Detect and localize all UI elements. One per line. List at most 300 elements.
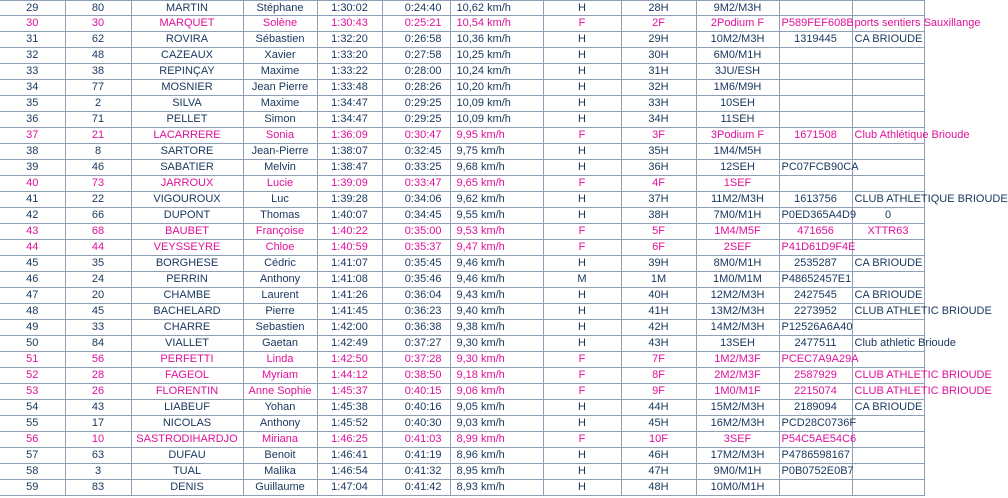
time-cell[interactable]: 1:45:52 (317, 416, 382, 432)
club-cell[interactable]: Club athletic Brioude (852, 336, 924, 352)
speed-cell[interactable]: 9,68 km/h (450, 160, 543, 176)
bib-cell[interactable]: 63 (65, 448, 131, 464)
gap-cell[interactable]: 0:32:45 (382, 144, 450, 160)
bib-cell[interactable]: 35 (65, 256, 131, 272)
speed-cell[interactable]: 9,18 km/h (450, 368, 543, 384)
rank-cell[interactable]: 51 (0, 352, 65, 368)
speed-cell[interactable]: 8,99 km/h (450, 432, 543, 448)
rank-cell[interactable]: 29 (0, 1, 65, 16)
rank-cell[interactable]: 45 (0, 256, 65, 272)
license-cell[interactable]: 1671508 (779, 128, 852, 144)
rank-cell[interactable]: 44 (0, 240, 65, 256)
speed-cell[interactable]: 9,65 km/h (450, 176, 543, 192)
bib-cell[interactable]: 33 (65, 320, 131, 336)
time-cell[interactable]: 1:32:20 (317, 32, 382, 48)
time-cell[interactable]: 1:40:22 (317, 224, 382, 240)
speed-cell[interactable]: 10,36 km/h (450, 32, 543, 48)
license-cell[interactable]: P12526A6A40 (779, 320, 852, 336)
speed-cell[interactable]: 9,43 km/h (450, 288, 543, 304)
time-cell[interactable]: 1:33:48 (317, 80, 382, 96)
sex-rank-cell[interactable]: 40H (621, 288, 696, 304)
speed-cell[interactable]: 9,53 km/h (450, 224, 543, 240)
gap-cell[interactable]: 0:28:26 (382, 80, 450, 96)
rank-cell[interactable]: 55 (0, 416, 65, 432)
firstname-cell[interactable]: Lucie (243, 176, 317, 192)
rank-cell[interactable]: 49 (0, 320, 65, 336)
sex-cell[interactable]: H (543, 1, 621, 16)
rank-cell[interactable]: 31 (0, 32, 65, 48)
category-cell[interactable]: 2SEF (696, 240, 779, 256)
club-cell[interactable]: CA BRIOUDE (852, 32, 924, 48)
club-cell[interactable] (852, 320, 924, 336)
firstname-cell[interactable]: Françoise (243, 224, 317, 240)
lastname-cell[interactable]: NICOLAS (131, 416, 243, 432)
gap-cell[interactable]: 0:38:50 (382, 368, 450, 384)
lastname-cell[interactable]: VIALLET (131, 336, 243, 352)
rank-cell[interactable]: 52 (0, 368, 65, 384)
bib-cell[interactable]: 28 (65, 368, 131, 384)
sex-rank-cell[interactable]: 29H (621, 32, 696, 48)
club-cell[interactable] (852, 416, 924, 432)
time-cell[interactable]: 1:41:26 (317, 288, 382, 304)
bib-cell[interactable]: 83 (65, 480, 131, 496)
speed-cell[interactable]: 9,55 km/h (450, 208, 543, 224)
sex-rank-cell[interactable]: 10F (621, 432, 696, 448)
lastname-cell[interactable]: DUFAU (131, 448, 243, 464)
time-cell[interactable]: 1:46:41 (317, 448, 382, 464)
sex-rank-cell[interactable]: 42H (621, 320, 696, 336)
bib-cell[interactable]: 62 (65, 32, 131, 48)
lastname-cell[interactable]: TUAL (131, 464, 243, 480)
license-cell[interactable]: PCD28C0736F (779, 416, 852, 432)
sex-cell[interactable]: H (543, 64, 621, 80)
club-cell[interactable] (852, 464, 924, 480)
sex-rank-cell[interactable]: 36H (621, 160, 696, 176)
rank-cell[interactable]: 32 (0, 48, 65, 64)
license-cell[interactable]: 471656 (779, 224, 852, 240)
rank-cell[interactable]: 58 (0, 464, 65, 480)
bib-cell[interactable]: 66 (65, 208, 131, 224)
category-cell[interactable]: 9M2/M3H (696, 1, 779, 16)
sex-rank-cell[interactable]: 39H (621, 256, 696, 272)
lastname-cell[interactable]: VIGOUROUX (131, 192, 243, 208)
sex-rank-cell[interactable]: 31H (621, 64, 696, 80)
category-cell[interactable]: 8M0/M1H (696, 256, 779, 272)
bib-cell[interactable]: 22 (65, 192, 131, 208)
club-cell[interactable]: Club Athlétique Brioude (852, 128, 924, 144)
rank-cell[interactable]: 42 (0, 208, 65, 224)
club-cell[interactable] (852, 176, 924, 192)
speed-cell[interactable]: 9,46 km/h (450, 256, 543, 272)
sex-cell[interactable]: F (543, 368, 621, 384)
license-cell[interactable]: PCEC7A9A29A (779, 352, 852, 368)
license-cell[interactable]: P48652457E1 (779, 272, 852, 288)
license-cell[interactable]: 1613756 (779, 192, 852, 208)
sex-cell[interactable]: F (543, 384, 621, 400)
lastname-cell[interactable]: SASTRODIHARDJO (131, 432, 243, 448)
gap-cell[interactable]: 0:25:21 (382, 16, 450, 32)
speed-cell[interactable]: 10,20 km/h (450, 80, 543, 96)
sex-cell[interactable]: F (543, 176, 621, 192)
category-cell[interactable]: 9M0/M1H (696, 464, 779, 480)
sex-cell[interactable]: M (543, 272, 621, 288)
speed-cell[interactable]: 9,06 km/h (450, 384, 543, 400)
lastname-cell[interactable]: ROVIRA (131, 32, 243, 48)
gap-cell[interactable]: 0:34:45 (382, 208, 450, 224)
bib-cell[interactable]: 44 (65, 240, 131, 256)
license-cell[interactable]: 2587929 (779, 368, 852, 384)
sex-cell[interactable]: H (543, 288, 621, 304)
sex-rank-cell[interactable]: 30H (621, 48, 696, 64)
club-cell[interactable] (852, 1, 924, 16)
firstname-cell[interactable]: Myriam (243, 368, 317, 384)
firstname-cell[interactable]: Sonia (243, 128, 317, 144)
bib-cell[interactable]: 46 (65, 160, 131, 176)
category-cell[interactable]: 15M2/M3H (696, 400, 779, 416)
bib-cell[interactable]: 10 (65, 432, 131, 448)
firstname-cell[interactable]: Sébastien (243, 32, 317, 48)
bib-cell[interactable]: 56 (65, 352, 131, 368)
sex-rank-cell[interactable]: 43H (621, 336, 696, 352)
speed-cell[interactable]: 9,40 km/h (450, 304, 543, 320)
firstname-cell[interactable]: Melvin (243, 160, 317, 176)
rank-cell[interactable]: 54 (0, 400, 65, 416)
license-cell[interactable]: PC07FCB90CA (779, 160, 852, 176)
sex-cell[interactable]: F (543, 432, 621, 448)
bib-cell[interactable]: 48 (65, 48, 131, 64)
gap-cell[interactable]: 0:41:32 (382, 464, 450, 480)
sex-rank-cell[interactable]: 32H (621, 80, 696, 96)
sex-cell[interactable]: H (543, 96, 621, 112)
sex-rank-cell[interactable]: 28H (621, 1, 696, 16)
sex-cell[interactable]: H (543, 256, 621, 272)
time-cell[interactable]: 1:41:45 (317, 304, 382, 320)
sex-cell[interactable]: H (543, 320, 621, 336)
firstname-cell[interactable]: Solène (243, 16, 317, 32)
sex-cell[interactable]: H (543, 144, 621, 160)
category-cell[interactable]: 11SEH (696, 112, 779, 128)
lastname-cell[interactable]: LIABEUF (131, 400, 243, 416)
lastname-cell[interactable]: PERRIN (131, 272, 243, 288)
time-cell[interactable]: 1:36:09 (317, 128, 382, 144)
bib-cell[interactable]: 3 (65, 464, 131, 480)
bib-cell[interactable]: 84 (65, 336, 131, 352)
rank-cell[interactable]: 41 (0, 192, 65, 208)
club-cell[interactable]: CA BRIOUDE (852, 400, 924, 416)
bib-cell[interactable]: 77 (65, 80, 131, 96)
speed-cell[interactable]: 10,25 km/h (450, 48, 543, 64)
license-cell[interactable] (779, 96, 852, 112)
club-cell[interactable] (852, 112, 924, 128)
lastname-cell[interactable]: PERFETTI (131, 352, 243, 368)
sex-rank-cell[interactable]: 34H (621, 112, 696, 128)
time-cell[interactable]: 1:42:50 (317, 352, 382, 368)
speed-cell[interactable]: 9,38 km/h (450, 320, 543, 336)
lastname-cell[interactable]: DUPONT (131, 208, 243, 224)
category-cell[interactable]: 6M0/M1H (696, 48, 779, 64)
category-cell[interactable]: 13M2/M3H (696, 304, 779, 320)
category-cell[interactable]: 13SEH (696, 336, 779, 352)
firstname-cell[interactable]: Jean Pierre (243, 80, 317, 96)
speed-cell[interactable]: 9,47 km/h (450, 240, 543, 256)
sex-rank-cell[interactable]: 44H (621, 400, 696, 416)
category-cell[interactable]: 16M2/M3H (696, 416, 779, 432)
license-cell[interactable]: 2215074 (779, 384, 852, 400)
time-cell[interactable]: 1:44:12 (317, 368, 382, 384)
license-cell[interactable]: P0B0752E0B7 (779, 464, 852, 480)
gap-cell[interactable]: 0:37:27 (382, 336, 450, 352)
time-cell[interactable]: 1:39:09 (317, 176, 382, 192)
category-cell[interactable]: 1SEF (696, 176, 779, 192)
firstname-cell[interactable]: Yohan (243, 400, 317, 416)
lastname-cell[interactable]: CAZEAUX (131, 48, 243, 64)
category-cell[interactable]: 2Podium F (696, 16, 779, 32)
bib-cell[interactable]: 45 (65, 304, 131, 320)
gap-cell[interactable]: 0:35:46 (382, 272, 450, 288)
category-cell[interactable]: 1M4/M5F (696, 224, 779, 240)
lastname-cell[interactable]: BACHELARD (131, 304, 243, 320)
license-cell[interactable] (779, 112, 852, 128)
sex-rank-cell[interactable]: 9F (621, 384, 696, 400)
category-cell[interactable]: 2M2/M3F (696, 368, 779, 384)
license-cell[interactable] (779, 48, 852, 64)
time-cell[interactable]: 1:45:38 (317, 400, 382, 416)
gap-cell[interactable]: 0:33:25 (382, 160, 450, 176)
license-cell[interactable]: P589FEF608B (779, 16, 852, 32)
gap-cell[interactable]: 0:41:42 (382, 480, 450, 496)
category-cell[interactable]: 1M6/M9H (696, 80, 779, 96)
speed-cell[interactable]: 10,09 km/h (450, 96, 543, 112)
club-cell[interactable]: XTTR63 (852, 224, 924, 240)
sex-cell[interactable]: H (543, 464, 621, 480)
speed-cell[interactable]: 10,62 km/h (450, 1, 543, 16)
sex-cell[interactable]: H (543, 336, 621, 352)
gap-cell[interactable]: 0:37:28 (382, 352, 450, 368)
club-cell[interactable] (852, 448, 924, 464)
lastname-cell[interactable]: CHARRE (131, 320, 243, 336)
firstname-cell[interactable]: Benoit (243, 448, 317, 464)
rank-cell[interactable]: 59 (0, 480, 65, 496)
club-cell[interactable]: 0 (852, 208, 924, 224)
license-cell[interactable] (779, 144, 852, 160)
sex-cell[interactable]: F (543, 16, 621, 32)
license-cell[interactable]: 1319445 (779, 32, 852, 48)
sex-rank-cell[interactable]: 37H (621, 192, 696, 208)
bib-cell[interactable]: 17 (65, 416, 131, 432)
rank-cell[interactable]: 48 (0, 304, 65, 320)
sex-cell[interactable]: H (543, 208, 621, 224)
license-cell[interactable] (779, 1, 852, 16)
club-cell[interactable] (852, 96, 924, 112)
speed-cell[interactable]: 9,95 km/h (450, 128, 543, 144)
firstname-cell[interactable]: Pierre (243, 304, 317, 320)
gap-cell[interactable]: 0:33:47 (382, 176, 450, 192)
category-cell[interactable]: 14M2/M3H (696, 320, 779, 336)
sex-rank-cell[interactable]: 1M (621, 272, 696, 288)
club-cell[interactable]: CLUB ATHLETIQUE BRIOUDE (852, 192, 924, 208)
gap-cell[interactable]: 0:28:00 (382, 64, 450, 80)
sex-rank-cell[interactable]: 6F (621, 240, 696, 256)
sex-cell[interactable]: H (543, 112, 621, 128)
bib-cell[interactable]: 21 (65, 128, 131, 144)
time-cell[interactable]: 1:33:20 (317, 48, 382, 64)
lastname-cell[interactable]: FAGEOL (131, 368, 243, 384)
sex-rank-cell[interactable]: 45H (621, 416, 696, 432)
rank-cell[interactable]: 50 (0, 336, 65, 352)
rank-cell[interactable]: 38 (0, 144, 65, 160)
category-cell[interactable]: 12SEH (696, 160, 779, 176)
club-cell[interactable] (852, 160, 924, 176)
sex-rank-cell[interactable]: 5F (621, 224, 696, 240)
club-cell[interactable]: CLUB ATHLETIC BRIOUDE (852, 384, 924, 400)
firstname-cell[interactable]: Malika (243, 464, 317, 480)
club-cell[interactable] (852, 80, 924, 96)
sex-cell[interactable]: F (543, 224, 621, 240)
lastname-cell[interactable]: VEYSSEYRE (131, 240, 243, 256)
rank-cell[interactable]: 35 (0, 96, 65, 112)
category-cell[interactable]: 1M0/M1M (696, 272, 779, 288)
firstname-cell[interactable]: Linda (243, 352, 317, 368)
club-cell[interactable] (852, 352, 924, 368)
firstname-cell[interactable]: Thomas (243, 208, 317, 224)
lastname-cell[interactable]: MOSNIER (131, 80, 243, 96)
lastname-cell[interactable]: CHAMBE (131, 288, 243, 304)
gap-cell[interactable]: 0:24:40 (382, 1, 450, 16)
firstname-cell[interactable]: Guillaume (243, 480, 317, 496)
sex-cell[interactable]: H (543, 480, 621, 496)
rank-cell[interactable]: 40 (0, 176, 65, 192)
time-cell[interactable]: 1:33:22 (317, 64, 382, 80)
sex-cell[interactable]: H (543, 416, 621, 432)
firstname-cell[interactable]: Laurent (243, 288, 317, 304)
license-cell[interactable]: 2273952 (779, 304, 852, 320)
lastname-cell[interactable]: DENIS (131, 480, 243, 496)
lastname-cell[interactable]: SARTORE (131, 144, 243, 160)
lastname-cell[interactable]: BORGHESE (131, 256, 243, 272)
time-cell[interactable]: 1:45:37 (317, 384, 382, 400)
bib-cell[interactable]: 20 (65, 288, 131, 304)
club-cell[interactable] (852, 240, 924, 256)
time-cell[interactable]: 1:38:07 (317, 144, 382, 160)
license-cell[interactable]: P4786598167 (779, 448, 852, 464)
firstname-cell[interactable]: Anne Sophie (243, 384, 317, 400)
rank-cell[interactable]: 34 (0, 80, 65, 96)
firstname-cell[interactable]: Anthony (243, 272, 317, 288)
speed-cell[interactable]: 9,30 km/h (450, 352, 543, 368)
gap-cell[interactable]: 0:35:37 (382, 240, 450, 256)
bib-cell[interactable]: 73 (65, 176, 131, 192)
gap-cell[interactable]: 0:29:25 (382, 96, 450, 112)
lastname-cell[interactable]: MARTIN (131, 1, 243, 16)
lastname-cell[interactable]: MARQUET (131, 16, 243, 32)
time-cell[interactable]: 1:47:04 (317, 480, 382, 496)
firstname-cell[interactable]: Sebastien (243, 320, 317, 336)
bib-cell[interactable]: 38 (65, 64, 131, 80)
lastname-cell[interactable]: PELLET (131, 112, 243, 128)
rank-cell[interactable]: 57 (0, 448, 65, 464)
category-cell[interactable]: 10SEH (696, 96, 779, 112)
time-cell[interactable]: 1:46:25 (317, 432, 382, 448)
time-cell[interactable]: 1:39:28 (317, 192, 382, 208)
bib-cell[interactable]: 26 (65, 384, 131, 400)
license-cell[interactable]: 2189094 (779, 400, 852, 416)
club-cell[interactable]: CLUB ATHLETIC BRIOUDE (852, 368, 924, 384)
sex-cell[interactable]: H (543, 160, 621, 176)
bib-cell[interactable]: 30 (65, 16, 131, 32)
sex-rank-cell[interactable]: 2F (621, 16, 696, 32)
category-cell[interactable]: 10M0/M1H (696, 480, 779, 496)
gap-cell[interactable]: 0:40:16 (382, 400, 450, 416)
gap-cell[interactable]: 0:41:19 (382, 448, 450, 464)
bib-cell[interactable]: 2 (65, 96, 131, 112)
time-cell[interactable]: 1:34:47 (317, 96, 382, 112)
gap-cell[interactable]: 0:30:47 (382, 128, 450, 144)
category-cell[interactable]: 12M2/M3H (696, 288, 779, 304)
firstname-cell[interactable]: Simon (243, 112, 317, 128)
rank-cell[interactable]: 53 (0, 384, 65, 400)
speed-cell[interactable]: 9,46 km/h (450, 272, 543, 288)
sex-rank-cell[interactable]: 35H (621, 144, 696, 160)
time-cell[interactable]: 1:40:59 (317, 240, 382, 256)
speed-cell[interactable]: 8,93 km/h (450, 480, 543, 496)
firstname-cell[interactable]: Miriana (243, 432, 317, 448)
license-cell[interactable] (779, 80, 852, 96)
time-cell[interactable]: 1:41:08 (317, 272, 382, 288)
lastname-cell[interactable]: LACARRERE (131, 128, 243, 144)
club-cell[interactable]: CA BRIOUDE (852, 256, 924, 272)
speed-cell[interactable]: 9,03 km/h (450, 416, 543, 432)
gap-cell[interactable]: 0:36:38 (382, 320, 450, 336)
time-cell[interactable]: 1:30:43 (317, 16, 382, 32)
club-cell[interactable] (852, 480, 924, 496)
sex-cell[interactable]: H (543, 400, 621, 416)
gap-cell[interactable]: 0:27:58 (382, 48, 450, 64)
rank-cell[interactable]: 33 (0, 64, 65, 80)
firstname-cell[interactable]: Maxime (243, 96, 317, 112)
speed-cell[interactable]: 10,54 km/h (450, 16, 543, 32)
category-cell[interactable]: 10M2/M3H (696, 32, 779, 48)
lastname-cell[interactable]: BAUBET (131, 224, 243, 240)
gap-cell[interactable]: 0:36:04 (382, 288, 450, 304)
sex-cell[interactable]: F (543, 240, 621, 256)
category-cell[interactable]: 3JU/ESH (696, 64, 779, 80)
club-cell[interactable]: ports sentiers Sauxillange (852, 16, 924, 32)
time-cell[interactable]: 1:46:54 (317, 464, 382, 480)
time-cell[interactable]: 1:41:07 (317, 256, 382, 272)
bib-cell[interactable]: 68 (65, 224, 131, 240)
time-cell[interactable]: 1:30:02 (317, 1, 382, 16)
sex-cell[interactable]: F (543, 352, 621, 368)
rank-cell[interactable]: 46 (0, 272, 65, 288)
gap-cell[interactable]: 0:34:06 (382, 192, 450, 208)
rank-cell[interactable]: 43 (0, 224, 65, 240)
license-cell[interactable]: P54C5AE54C6 (779, 432, 852, 448)
gap-cell[interactable]: 0:40:30 (382, 416, 450, 432)
time-cell[interactable]: 1:38:47 (317, 160, 382, 176)
license-cell[interactable] (779, 176, 852, 192)
category-cell[interactable]: 3SEF (696, 432, 779, 448)
club-cell[interactable]: CA BRIOUDE (852, 288, 924, 304)
speed-cell[interactable]: 8,95 km/h (450, 464, 543, 480)
firstname-cell[interactable]: Maxime (243, 64, 317, 80)
speed-cell[interactable]: 8,96 km/h (450, 448, 543, 464)
speed-cell[interactable]: 10,24 km/h (450, 64, 543, 80)
license-cell[interactable] (779, 64, 852, 80)
firstname-cell[interactable]: Anthony (243, 416, 317, 432)
club-cell[interactable] (852, 48, 924, 64)
gap-cell[interactable]: 0:26:58 (382, 32, 450, 48)
firstname-cell[interactable]: Xavier (243, 48, 317, 64)
